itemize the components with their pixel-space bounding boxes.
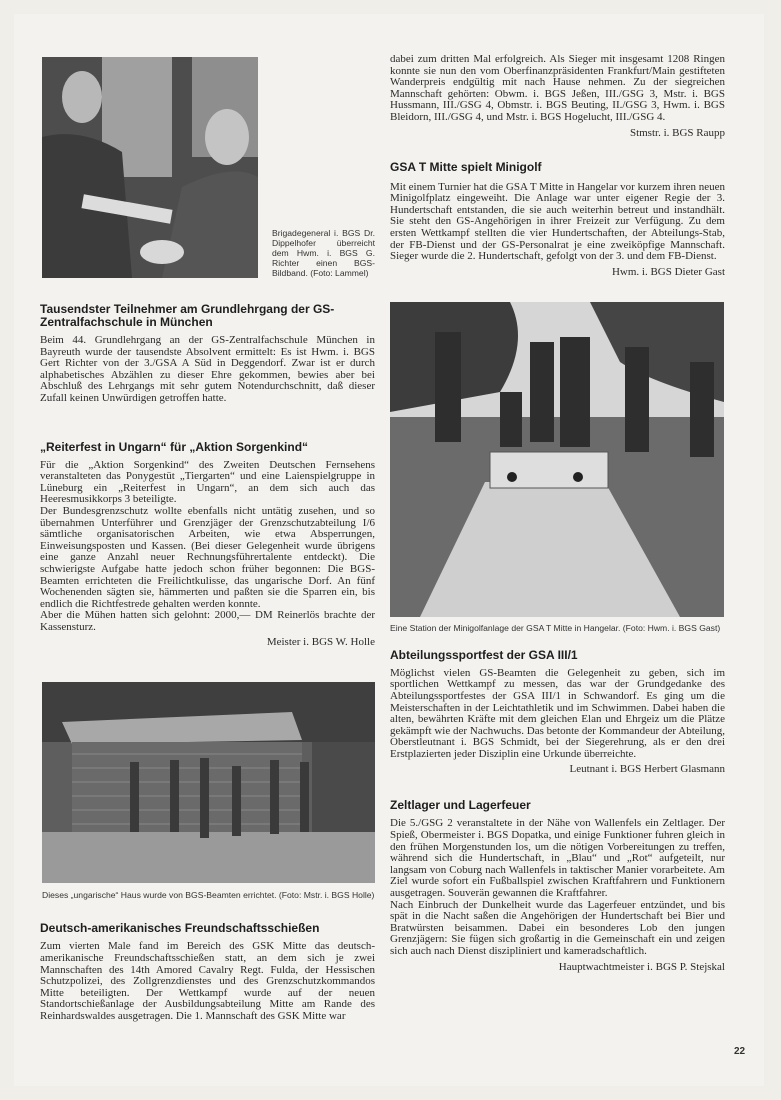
article-paragraph: Beim 44. Grundlehrgang an der GS-Zentralfachschule München in Bayreuth wurde der tausendste Absolvent ermittelt: Es ist Hwm. i. BGS Gert Richter von der 3./GSA A Süd in Deggendorf. Zwar ist er durch alphabetisches Abzählen zu dieser Ehre gekommen, bewies aber bei Abschluß des Lehrgangs mit sehr gutem Notendurchschnitt, daß dieser Zufall keinen Unwürdigen getroffen hatte. bbox=[40, 334, 375, 404]
article-sportfest bbox=[390, 649, 725, 776]
article-signature: Leutnant i. BGS Herbert Glasmann bbox=[569, 763, 725, 776]
photo-caption: Brigadegeneral i. BGS Dr. Dippelhofer überreicht dem Hwm. i. BGS G. Richter einen BGS-Bildband. (Foto: Lammel) bbox=[272, 228, 375, 278]
article-signature: Hwm. i. BGS Dieter Gast bbox=[611, 265, 725, 278]
article-paragraph: Möglichst vielen GS-Beamten die Gelegenheit zu geben, sich im sportlichen Wettkampf zu messen, das war der Grundgedanke des Abteilungssportfestes der GSA III/1 in Schwandorf. Es ging um die Meisterschaften in der Leichtathletik und im Schwimmen. Dabei haben die alten, bewährten Kräfte mit dem gleichen Elan und Ehrgeiz um die Plätze gekämpft wie der Nachwuchs. Das betonte der Kommandeur der Abteilung, Oberstleutnant i. BGS Schmidt, bei der Siegerehrung, als er den drei Erstplazierten jeder Disziplin eine Urkunde überreichte. bbox=[390, 666, 725, 760]
photo-handshake-row bbox=[40, 57, 375, 278]
article-title: „Reiterfest in Ungarn“ für „Aktion Sorgenkind“ bbox=[40, 439, 309, 454]
article-paragraph: Die 5./GSG 2 veranstaltete in der Nähe von Wallenfels ein Zeltlager. Der Spieß, Obermeister i. BGS Dopatka, und einige Funktioner fuhren gleich in den frühen Morgenstunden los, um die nötigen Vorbereitungen zu treffen, während sich die Hundertschaft, in „Blau“ und „Rot“ aufgeteilt, nur langsam von Coburg nach Wallenfels in taktischer Manier vorarbeitete. Am Ziel wurde sofort ein Fußballspiel zwischen Kraftfahrern und Funktionern ausgetragen. Souverän gewannen die Kraftfahrer. bbox=[390, 817, 725, 900]
article-title: Deutsch-amerikanisches Freundschaftsschießen bbox=[40, 921, 320, 936]
article-paragraph: dabei zum dritten Mal erfolgreich. Als Sieger mit insgesamt 1208 Ringen konnte sie nun den vom Oberfinanzpräsidenten Frankfurt/Main gestifteten Wanderpreis endgültig mit nach Hause nehmen. Zu der siegreichen Mannschaft gehörten: Obwm. i. BGS Jeßen, III./GSG 3, Mstr. i. BGS Hussmann, III./GSG 4, Obmstr. i. BGS Beuting, II./GSG 3, Hwm. i. BGS Bleidorn, III./GSG 4, und Mstr. i. BGS Hogelucht, III./GSG 4. bbox=[390, 53, 725, 123]
photo-hungarian-house-caption-block bbox=[42, 890, 375, 900]
photo-handshake bbox=[42, 57, 258, 278]
article-signature: Hauptwachtmeister i. BGS P. Stejskal bbox=[558, 960, 725, 973]
article-paragraph: Nach Einbruch der Dunkelheit wurde das Lagerfeuer entzündet, und bis spät in die Nacht saßen die Angehörigen der Hundertschaft bei Bier und Bratwürsten beisammen. Dabei ein besonderes Lob den jungen Grenzjägern: Sie fügen sich großartig in die Gemeinschaft ein und zeigen sich auch nach Dienst diszipliniert und kameradschaftlich. bbox=[390, 898, 725, 957]
article-signature: Meister i. BGS W. Holle bbox=[266, 636, 375, 649]
article-schiessen bbox=[40, 922, 375, 1022]
photo-caption: Dieses „ungarische“ Haus wurde von BGS-Beamten errichtet. (Foto: Mstr. i. BGS Holle) bbox=[42, 890, 375, 901]
article-title: Tausendster Teilnehmer am Grundlehrgang der GS-Zentralfachschule in München bbox=[40, 302, 335, 329]
photo-hungarian-house bbox=[42, 682, 375, 883]
article-zeltlager bbox=[390, 799, 725, 972]
article-title: Abteilungssportfest der GSA III/1 bbox=[390, 647, 578, 662]
article-signature: Stmstr. i. BGS Raupp bbox=[629, 126, 725, 139]
photo-minigolf-image bbox=[390, 302, 724, 617]
article-paragraph: Mit einem Turnier hat die GSA T Mitte in Hangelar vor kurzem ihren neuen Minigolfplatz eingeweiht. Die Anlage war unter eigener Regie der 3. Hundertschaft entstanden, die sie auch weiterhin betreut und instandhält. Sie steht den GS-Angehörigen in ihrer Freizeit zur Verfügung. Zu dem ersten Wettkampf stellten die vier Hundertschaften, der Abteilungs-Stab, der FB-Dienst und der GS-Personalrat je eine zweiköpfige Mannschaft. Sieger wurde die 2. Hundertschaft, gefolgt von der 3. und dem FB-Dienst. bbox=[390, 180, 725, 263]
right-column bbox=[390, 54, 725, 973]
article-minigolf bbox=[390, 161, 725, 278]
photo-caption: Eine Station der Minigolfanlage der GSA T Mitte in Hangelar. (Foto: Hwm. i. BGS Gast) bbox=[390, 622, 721, 633]
left-column bbox=[40, 57, 375, 1023]
article-title: GSA T Mitte spielt Minigolf bbox=[390, 159, 542, 174]
photo-minigolf-caption-block bbox=[390, 623, 725, 633]
article-richter bbox=[40, 303, 375, 405]
article-paragraph: Der Bundesgrenzschutz wollte ebenfalls nicht untätig zusehen, und so übernahmen Unterführer und Grenzjäger der Grenzschutzabteilung I/6 sämtliche organisatorischen Arbeiten, wie etwa Absperrungen, Einweisungsposten und Kassen. (Bei dieser Gelegenheit wurde übrigens eine ganze Anzahl neuer Rechnungsführertalente entdeckt). Die schwierigste Aufgabe hatte jedoch schon früher begonnen: Die BGS-Beamten errichteten die Freilichtkulisse, das ungarische Dorf. An fünf Wochenenden sägten sie, hämmerten und paßten sie die Sparren ein, bis endlich die Richtfestrede gehalten werden konnte. bbox=[40, 504, 375, 610]
article-paragraph: Für die „Aktion Sorgenkind“ des Zweiten Deutschen Fernsehens veranstalteten das Ponygestüt „Tiergarten“ und eine Laienspielgruppe in Lüneburg ein „Reiterfest in Ungarn“, an dem sich auch das Heeresmusikkorps 3 beteiligte. bbox=[40, 458, 375, 506]
article-paragraph: Zum vierten Male fand im Bereich des GSK Mitte das deutsch-amerikanische Freundschaftsschießen statt, an dem sich je zwei Mannschaften des 14th Amored Cavalry Regt. Fulda, der Hessischen Schutzpolizei, des Zollgrenzdienstes und des Grenzschutzkommandos Mitte beteiligten. Der Wettkampf wurde auf der neuen Standortschießanlage der Ausbildungsabteilung Mitte am Rande des Reinhardswaldes ausgetragen. Die 1. Mannschaft des GSK Mitte war bbox=[40, 940, 375, 1023]
article-title: Zeltlager und Lagerfeuer bbox=[390, 798, 531, 813]
photo-handshake-image bbox=[42, 57, 258, 278]
photo-hungarian-house-image bbox=[42, 682, 375, 883]
photo-handshake-caption-block bbox=[272, 228, 375, 278]
article-reiterfest bbox=[40, 441, 375, 649]
article-schiessen-continued bbox=[390, 54, 725, 139]
article-paragraph: Aber die Mühen hatten sich gelohnt: 2000,— DM Reinerlös brachte der Kassensturz. bbox=[40, 609, 375, 633]
photo-minigolf bbox=[390, 302, 724, 617]
page-number: 22 bbox=[734, 1046, 746, 1057]
